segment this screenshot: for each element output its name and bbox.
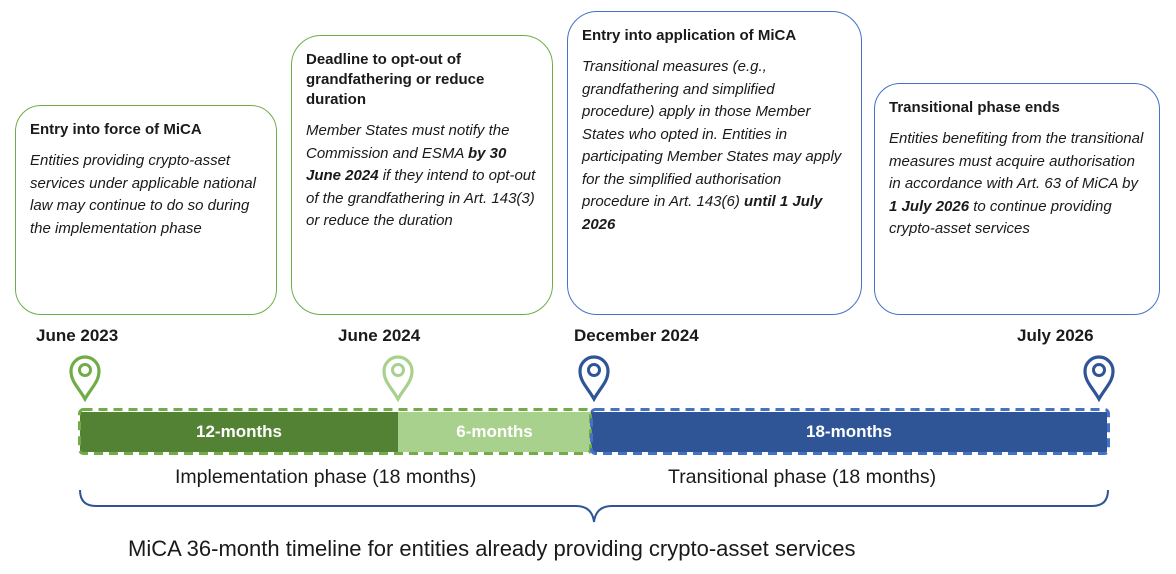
milestone-date: December 2024 <box>574 326 699 345</box>
milestone-description: Transitional measures (e.g., grandfathering and simplified procedure) apply in those Member States who opted in. Entities in participating Member States may apply for the simplified authorisation procedure in Art. 143(6) until 1 July 2026 <box>582 58 842 233</box>
segment-6-months: 6-months <box>398 412 591 452</box>
milestone-description: Entities providing crypto-asset services under applicable national law may continue to do so during the implementation phase <box>30 152 256 237</box>
milestone-title: Transitional phase ends <box>889 99 1060 116</box>
milestone-title: Entry into force of MiCA <box>30 121 202 138</box>
milestone-date: June 2024 <box>338 326 421 345</box>
milestone-date: June 2023 <box>36 326 119 345</box>
implementation-phase-label: Implementation phase (18 months) <box>175 466 477 488</box>
milestone-date: July 2026 <box>1017 326 1094 345</box>
timeline-brace <box>80 490 1108 522</box>
transitional-phase-outline <box>592 410 1109 454</box>
milestone-title: Entry into application of MiCA <box>582 27 797 44</box>
milestone-description: Member States must notify the Commission and ESMA by 30 June 2024 if they intend to opt-out of the grandfathering in Art. 143(3) or reduce the duration <box>306 122 536 229</box>
milestone-description: Entities benefiting from the transitional measures must acquire authorisation in accordance with Art. 63 of MiCA by 1 July 2026 to continue providing crypto-asset services <box>889 130 1144 237</box>
diagram-caption: MiCA 36-month timeline for entities already providing crypto-asset services <box>128 536 856 561</box>
segment-12-months: 12-months <box>80 412 398 452</box>
segment-18-months: 18-months <box>591 412 1107 452</box>
milestone-title: Deadline to opt-out of grandfathering or reduce duration <box>306 51 485 108</box>
implementation-phase-outline <box>80 410 591 454</box>
transitional-phase-label: Transitional phase (18 months) <box>668 466 937 488</box>
